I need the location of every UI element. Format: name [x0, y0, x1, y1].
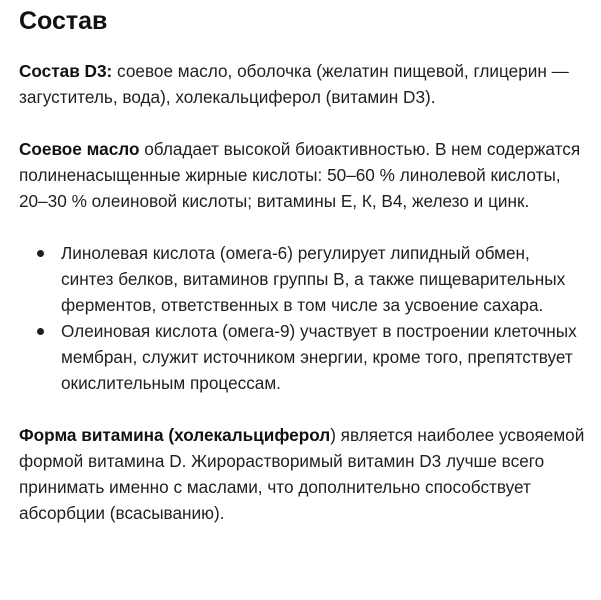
bullet-icon — [37, 328, 44, 335]
composition-text: соевое масло, оболочка (желатин пищевой, глицерин — загуститель, вода), холекальциферол (витамин D3). — [19, 61, 569, 107]
vitamin-form-label: Форма витамина (холекальциферол — [19, 425, 331, 445]
list-item — [61, 240, 587, 318]
list-item-text: Олеиновая кислота (омега-9) участвует в построении клеточных мембран, служит источником энергии, кроме того, препятствует окислительным процессам. — [61, 321, 577, 393]
soybean-oil-text: обладает высокой биоактивностью. В нем содержатся полиненасыщенные жирные кислоты: 50–60 % линолевой кислоты, 20–30 % олеиновой кислоты; витамины Е, К, В4, железо и цинк. — [19, 139, 581, 211]
fatty-acids-list — [19, 240, 587, 396]
list-item-text: Линолевая кислота (омега-6) регулирует липидный обмен, синтез белков, витаминов группы В, а также пищеварительных ферментов, ответственных в том числе за усвоение сахара. — [61, 243, 566, 315]
list-item — [61, 318, 587, 396]
vitamin-form-text: ) является наиболее усвояемой формой витамина D. Жирорастворимый витамин D3 лучше всего принимать именно с маслами, что дополнительно способствует абсорбции (всасыванию). — [19, 425, 585, 523]
composition-label: Состав D3: — [19, 61, 113, 81]
bullet-icon — [37, 250, 44, 257]
page-title: Состав — [19, 7, 108, 35]
soybean-oil-label: Соевое масло — [19, 139, 140, 159]
composition-paragraph — [19, 58, 587, 110]
soybean-oil-paragraph — [19, 136, 587, 214]
vitamin-form-paragraph — [19, 422, 587, 526]
